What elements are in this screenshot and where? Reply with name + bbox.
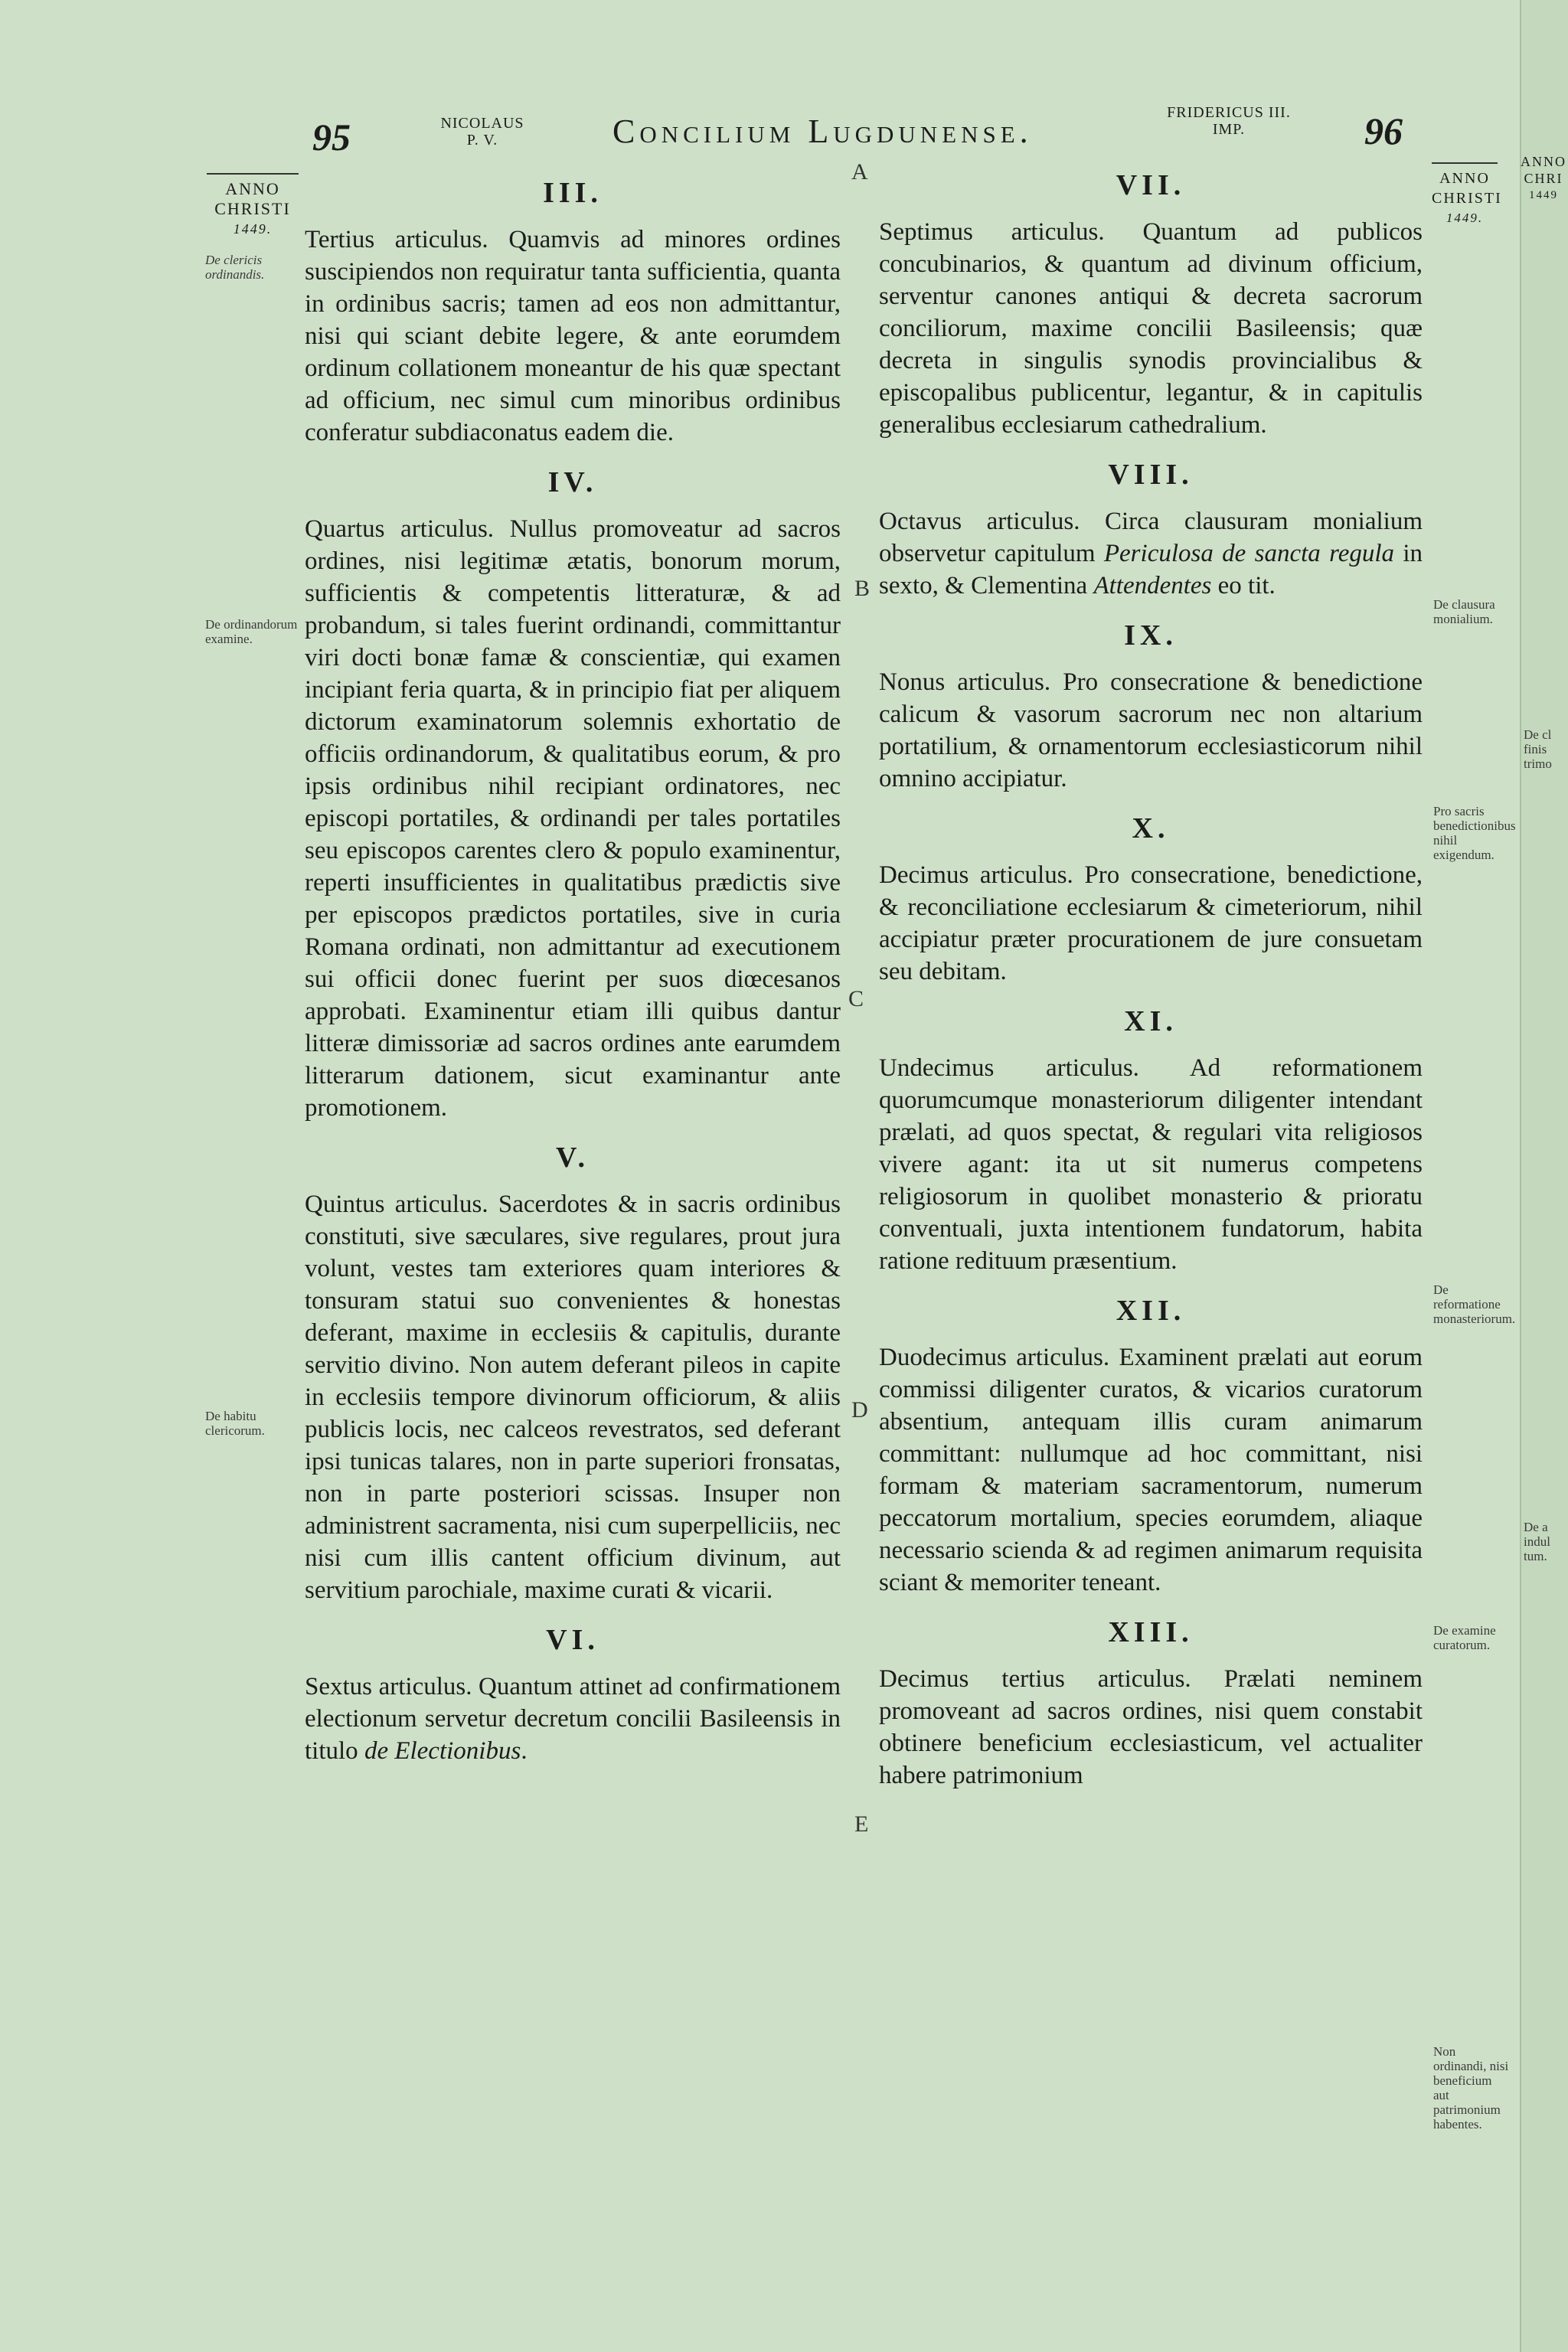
article-text: Undecimus articulus. Ad reformationem quorumcumque monasteriorum diligenter intendant prælati, ad quos spectat, & regulari vita religiosos vivere agant: ita ut sit numerus competens religiosorum in quolibet monasterio & prioratu conventuali, juxta intentionem fundatorum, habita ratione redituum præsentium. — [879, 1054, 1423, 1275]
header-pope-name: NICOLAUS — [440, 115, 524, 132]
section-letter: E — [854, 1811, 869, 1837]
article-text: Quartus articulus. Nullus promoveatur ad sacros ordines, nisi legitimæ ætatis, bonorum morum, sufficientis & competentis litteraturæ, & ad probandum, si tales fuerint ordinandi, committantur viri docti bonæ famæ & conscientiæ, qui examen incipiant feria quarta, & in principio fiat per aliquem dictorum examinatorum solemnis exhortatio de officiis ordinandorum, & qualitatibus eorum, & pro ipsis ordinibus nihil recipiant ordinatores, nec episcopi portatiles, & ordinandi per tales portatiles seu episcopos carentes clero & populo examinentur, reperti insufficientes in qualitatibus prædictis sive per episcopos prædictos portatiles, sive in curia Romana ordinati, non admittantur ad executionem sui officii donec fuerint per suos diœcesanos approbati. Examinentur etiam illi quibus dantur litteræ dimissoriæ ad sacros ordines ante earumdem litterarum dationem, sicut examinantur ante promotionem. — [305, 515, 841, 1122]
margin-note-edge: De cl finis trimo — [1524, 727, 1552, 771]
anno-rule — [1432, 162, 1498, 164]
section-letter: C — [848, 986, 864, 1011]
right-page-number: 96 — [1364, 109, 1403, 152]
margin-note: Pro sacris benedictionibus nihil exigendum. — [1433, 804, 1516, 862]
article-text: Decimus articulus. Pro consecratione, benedictione, & reconciliatione ecclesiarum & cimeteriorum, nihil accipiatur præter procurationem de jure consuetam seu debitam. — [879, 861, 1423, 985]
article-text-italic: Periculosa de sancta regula — [1103, 540, 1395, 567]
margin-note: De examine curatorum. — [1433, 1623, 1496, 1652]
article-section — [879, 458, 1423, 602]
article-number: III. — [543, 177, 603, 209]
article-text: Nonus articulus. Pro consecratione & benedictione calicum & vasorum sacrorum nec non altarium portatilium, & ornamentorum ecclesiasticorum nihil omnino accipiatur. — [879, 668, 1423, 792]
anno-label: ANNO — [1439, 170, 1490, 187]
article-section — [879, 619, 1423, 795]
article-text — [879, 505, 1423, 602]
article-section — [879, 812, 1423, 988]
article-number: IV. — [547, 466, 598, 498]
running-title: Concilium Lugdunense. — [612, 113, 1033, 150]
article-text-end: eo tit. — [1217, 572, 1276, 599]
article-number: X. — [1132, 812, 1170, 844]
article-number: IX. — [1124, 619, 1178, 652]
article-text: Tertius articulus. Quamvis ad minores ordines suscipiendos non requiratur tanta sufficientia, quanta in ordinibus sacris; tamen ad eos non admittantur, nisi qui sciant debite legere, & ante eorumdem ordinum collationem moneantur de his quæ spectant ad officium, nec simul cum minoribus ordinibus conferatur subdiaconatus eadem die. — [305, 226, 841, 446]
left-page-number: 95 — [312, 116, 351, 158]
margin-note: De reformatione monasteriorum. — [1433, 1282, 1516, 1326]
anno-label: ANNO — [225, 179, 280, 198]
year-label: 1449. — [1446, 211, 1484, 225]
anno-christi-right — [1432, 162, 1502, 228]
article-number: XI. — [1124, 1005, 1178, 1037]
article-section — [879, 1294, 1423, 1599]
section-letter: D — [851, 1397, 868, 1423]
header-emperor-name: FRIDERICUS III. — [1167, 104, 1291, 121]
article-number: VIII. — [1108, 459, 1194, 491]
article-text-italic: de Electionibus — [364, 1737, 521, 1765]
margin-note: De ordinandorum examine. — [205, 617, 298, 646]
christi-label: CHRISTI — [1432, 190, 1502, 207]
article-section — [305, 176, 841, 449]
article-text-main: Sextus articulus. Quantum attinet ad confirmationem electionum servetur decretum concilii Basileensis in titulo — [305, 1673, 841, 1765]
section-letter: A — [851, 159, 868, 185]
margin-note: Non ordinandi, nisi beneficium aut patrimonium habentes. — [1433, 2044, 1509, 2132]
christi-label: CHRI — [1524, 171, 1563, 186]
article-text: Septimus articulus. Quantum ad publicos concubinarios, & quantum ad divinum officium, serventur canones antiqui & decreta sacrorum conciliorum, maxime concilii Basileensis; quæ decreta in singulis synodis provincialibus & episcopalibus publicentur, legantur, & in capitulis generalibus ecclesiarum cathedralium. — [879, 218, 1423, 439]
article-text-end: . — [521, 1737, 528, 1765]
year-label: 1449. — [233, 221, 273, 237]
christi-label: CHRISTI — [214, 199, 291, 218]
article-section — [879, 1004, 1423, 1277]
section-letter: B — [854, 576, 871, 601]
header-emperor-label — [1152, 104, 1305, 138]
article-text-main: Octavus articulus. Circa clausuram monialium observetur capitulum — [879, 508, 1423, 567]
right-text-column — [879, 168, 1423, 1792]
article-section — [305, 1623, 841, 1767]
article-section — [879, 1615, 1423, 1792]
header-pope-number: P. V. — [466, 132, 498, 149]
margin-note: De clericis ordinandis. — [205, 253, 265, 282]
article-section — [879, 168, 1423, 441]
anno-label: ANNO — [1521, 154, 1566, 169]
article-section — [305, 1141, 841, 1606]
next-page-edge — [1520, 0, 1568, 2352]
article-text: Duodecimus articulus. Examinent prælati aut eorum commissi diligenter curatos, & vicarios curatorum absentium, antequam illis curam animarum committant: nullumque ad hoc committant, nisi formam & materiam sacramentorum, numerum peccatorum mortalium, species eorumdem, aliaque necessario scienda & ad regimen animarum requisita sciant & memoriter teneant. — [879, 1344, 1423, 1596]
article-number: VI. — [546, 1624, 599, 1656]
article-text: Decimus tertius articulus. Prælati neminem promoveant ad sacros ordines, nisi quem constabit obtinere beneficium ecclesiasticum, vel actualiter habere patrimonium — [879, 1665, 1423, 1789]
article-number: XII. — [1116, 1295, 1186, 1327]
article-number: VII. — [1116, 169, 1186, 201]
header-pope-label — [429, 115, 536, 149]
article-text: Quintus articulus. Sacerdotes & in sacris ordinibus constituti, sive sæculares, sive regulares, prout jura volunt, vestes tam exteriores quam interiores & tonsuram statui suo convenientes & honestas deferant, maxime in ecclesiis & capitulis, durante servitio divino. Non autem deferant pileos in capite in ecclesiis tempore divinorum officiorum, & aliis publicis locis, nec calceos revestratos, sed deferant ipsi tunicas talares, non in parte superiori fronsatas, non in parte posteriori scissas. Insuper non administrent sacramenta, nisi cum superpelliciis, nec nisi cum illis cantent officium divinum, aut servitium parochiale, maxime curati & vicarii. — [305, 1191, 841, 1604]
anno-rule — [207, 173, 299, 175]
article-number: V. — [555, 1142, 590, 1174]
article-text-italic: Attendentes — [1093, 572, 1212, 599]
margin-note: De clausura monialium. — [1433, 597, 1495, 626]
year-label: 1449 — [1529, 189, 1558, 201]
article-section — [305, 466, 841, 1124]
left-text-column — [305, 176, 841, 1767]
margin-note-edge: De a indul tum. — [1524, 1520, 1550, 1563]
article-text — [305, 1671, 841, 1767]
article-number: XIII. — [1108, 1616, 1194, 1648]
margin-note: De habitu clericorum. — [205, 1409, 265, 1438]
header-emperor-title: IMP. — [1212, 121, 1246, 138]
anno-christi-edge — [1521, 153, 1566, 204]
anno-christi-left — [207, 173, 299, 239]
article-text-mid: in sexto, & Clementina — [879, 540, 1423, 599]
